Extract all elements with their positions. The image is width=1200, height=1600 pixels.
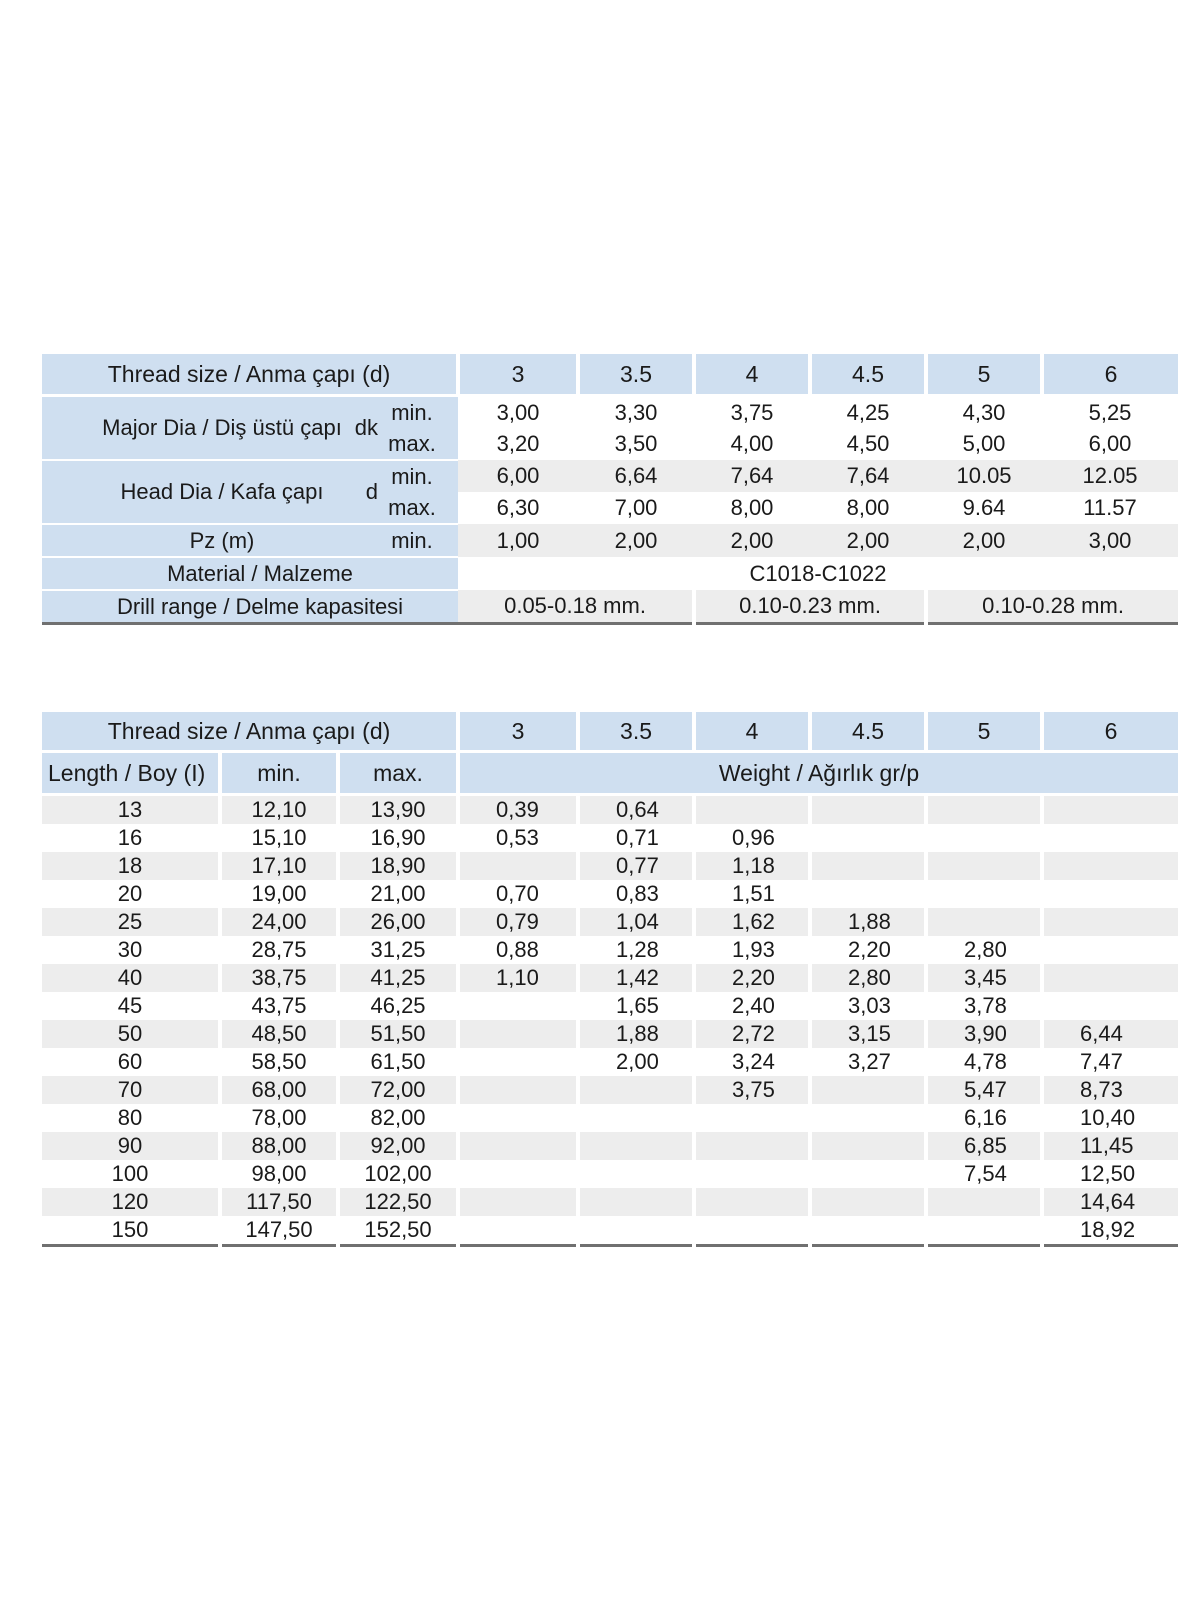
weight-value: [926, 824, 1042, 852]
weight-value: 2,80: [810, 964, 926, 992]
weight-value: [458, 1048, 578, 1076]
weight-size-header: 3: [458, 712, 578, 752]
weight-value: 3,75: [694, 1076, 810, 1104]
major-dia-label: Major Dia / Diş üstü çapı: [102, 415, 342, 440]
weight-value: [810, 1076, 926, 1104]
length-min-value: 58,50: [220, 1048, 338, 1076]
pz-value: 2,00: [926, 524, 1042, 557]
weight-value: 3,78: [926, 992, 1042, 1020]
length-value: 50: [42, 1020, 220, 1048]
length-min-value: 17,10: [220, 852, 338, 880]
spec-size-header: 4: [694, 354, 810, 396]
weight-value: 1,88: [810, 908, 926, 936]
weight-value: [578, 1160, 694, 1188]
weight-value: [694, 1104, 810, 1132]
table-row: [42, 964, 1178, 992]
weight-label: Weight / Ağırlık gr/p: [458, 752, 1178, 795]
spec-size-header: 4.5: [810, 354, 926, 396]
major-dia-max-value: 4,00: [730, 431, 774, 456]
major-dia-min-row: [42, 396, 1178, 429]
table-row: [42, 1132, 1178, 1160]
material-value: C1018-C1022: [749, 560, 887, 586]
weight-value: 3,45: [926, 964, 1042, 992]
weight-value: [926, 1216, 1042, 1246]
weight-value: [578, 1216, 694, 1246]
length-value: 25: [42, 908, 220, 936]
pz-label: Pz (m): [42, 524, 382, 557]
weight-value: 2,20: [694, 964, 810, 992]
head-dia-label-cell: [42, 460, 382, 524]
weight-value: [810, 824, 926, 852]
weight-value: 0,83: [578, 880, 694, 908]
weight-value: 6,16: [926, 1104, 1042, 1132]
length-value: 120: [42, 1188, 220, 1216]
weight-value: [926, 880, 1042, 908]
drill-range-value: 0.10-0.28 mm.: [926, 590, 1178, 624]
weight-size-header: 6: [1042, 712, 1178, 752]
major-dia-min-value: 3,75: [730, 399, 774, 425]
weight-value: 3,03: [810, 992, 926, 1020]
weight-value: 1,18: [694, 852, 810, 880]
weight-value: 0,71: [578, 824, 694, 852]
length-max-value: 26,00: [338, 908, 458, 936]
material-row: [42, 557, 1178, 590]
length-value: 80: [117, 1105, 143, 1130]
weight-value: 1,62: [694, 908, 810, 936]
length-value: 13: [42, 795, 220, 825]
table-row: [42, 1216, 1178, 1246]
weight-value: [810, 1104, 926, 1132]
head-dia-max-value: 9.64: [962, 495, 1006, 520]
min-label: min.: [382, 460, 458, 492]
table-row: [42, 992, 1178, 1020]
weight-value: [810, 1132, 926, 1160]
weight-value: [926, 1188, 1042, 1216]
weight-size-header: 4.5: [810, 712, 926, 752]
head-dia-min-value: 6,00: [458, 460, 578, 492]
length-value: 16: [117, 825, 143, 850]
major-dia-max-value: 3,50: [614, 431, 658, 456]
pz-row: [42, 524, 1178, 557]
weight-value: [458, 1188, 578, 1216]
major-dia-max-value: 6,00: [1088, 431, 1132, 456]
weight-value: [694, 1188, 810, 1216]
head-dia-symbol: d: [365, 479, 378, 504]
min-label: min.: [382, 396, 458, 429]
weight-value: 3,15: [810, 1020, 926, 1048]
weight-value: [458, 1020, 578, 1048]
head-dia-max-value: 7,00: [614, 495, 658, 520]
weight-size-header: 5: [926, 712, 1042, 752]
head-dia-max-value: 8,00: [846, 495, 890, 520]
head-dia-max-value: 6,30: [496, 495, 540, 520]
length-min-value: 28,75: [220, 936, 338, 964]
weight-value: 1,10: [458, 964, 578, 992]
length-value: 90: [42, 1132, 220, 1160]
major-dia-min-value: 5,25: [1088, 399, 1132, 425]
weight-value: [810, 1188, 926, 1216]
length-max-label: max.: [338, 752, 458, 795]
major-dia-max-value: 4,50: [846, 431, 890, 456]
table-row: [42, 908, 1178, 936]
length-min-value: 19,00: [220, 880, 338, 908]
table-row: [42, 824, 1178, 852]
weight-value: 6,85: [926, 1132, 1042, 1160]
weight-value: 0,53: [458, 824, 578, 852]
weight-value: 0,70: [458, 880, 578, 908]
weight-value: [458, 1160, 578, 1188]
pz-value: 2,00: [810, 524, 926, 557]
drill-range-value: 0.05-0.18 mm.: [458, 590, 694, 624]
head-dia-max-value: 8,00: [730, 495, 774, 520]
length-max-value: 31,25: [338, 936, 458, 964]
weight-value: [458, 992, 578, 1020]
length-min-value: 48,50: [220, 1020, 338, 1048]
table-row: [42, 1188, 1178, 1216]
head-dia-min-value: 7,64: [810, 460, 926, 492]
length-max-value: 82,00: [338, 1104, 458, 1132]
weight-value: [458, 1216, 578, 1246]
material-label: Material / Malzeme: [42, 557, 458, 590]
major-dia-label-cell: [42, 396, 382, 461]
length-value: 20: [117, 881, 143, 906]
weight-value: [1042, 964, 1178, 992]
head-dia-min-value: 12.05: [1042, 460, 1178, 492]
weight-value: 1,42: [578, 964, 694, 992]
table-row: [42, 852, 1178, 880]
weight-header-row: [42, 712, 1178, 752]
weight-value: 2,40: [694, 992, 810, 1020]
table-row: [42, 1160, 1178, 1188]
weight-value: [1042, 936, 1178, 964]
length-min-value: 43,75: [220, 992, 338, 1020]
table-row: [42, 936, 1178, 964]
table-row: [42, 1048, 1178, 1076]
weight-value: 2,80: [926, 936, 1042, 964]
length-min-value: 147,50: [220, 1216, 338, 1246]
weight-value: 6,44: [1042, 1020, 1178, 1048]
weight-value: [458, 1104, 578, 1132]
weight-value: 5,47: [926, 1076, 1042, 1104]
pz-value: 2,00: [578, 524, 694, 557]
spec-thread-size-label: Thread size / Anma çapı (d): [42, 354, 458, 396]
weight-value: 0,77: [578, 852, 694, 880]
drill-range-value: 0.10-0.23 mm.: [694, 590, 926, 624]
weight-value: 0,88: [458, 936, 578, 964]
length-min-value: 78,00: [220, 1104, 338, 1132]
weight-table: [42, 712, 1178, 1247]
weight-value: 10,40: [1042, 1104, 1178, 1132]
weight-size-header: 3.5: [578, 712, 694, 752]
weight-value: [810, 880, 926, 908]
weight-value: [810, 1216, 926, 1246]
length-min-value: 117,50: [220, 1188, 338, 1216]
major-dia-min-value: 4,25: [846, 399, 890, 425]
major-dia-min-value: 3,30: [614, 399, 658, 425]
weight-value: [578, 1132, 694, 1160]
length-max-value: 122,50: [338, 1188, 458, 1216]
head-dia-min-value: 10.05: [926, 460, 1042, 492]
weight-value: 0,64: [578, 795, 694, 825]
length-value: 60: [117, 1049, 143, 1074]
weight-value: 1,28: [578, 936, 694, 964]
length-max-value: 72,00: [338, 1076, 458, 1104]
spec-size-header: 6: [1042, 354, 1178, 396]
min-label: min.: [382, 524, 458, 557]
length-value: 45: [117, 993, 143, 1018]
weight-value: 1,93: [694, 936, 810, 964]
pz-value: 2,00: [694, 524, 810, 557]
weight-value: 2,20: [810, 936, 926, 964]
table-row: [42, 1076, 1178, 1104]
max-label: max.: [382, 428, 458, 460]
weight-value: 1,04: [578, 908, 694, 936]
spec-header-row: [42, 354, 1178, 396]
table-row: [42, 880, 1178, 908]
weight-value: 7,47: [1042, 1048, 1178, 1076]
weight-value: [578, 1188, 694, 1216]
length-max-value: 41,25: [338, 964, 458, 992]
drill-range-label: Drill range / Delme kapasitesi: [42, 590, 458, 624]
spec-size-header: 5: [926, 354, 1042, 396]
weight-value: [458, 1132, 578, 1160]
major-dia-max-value: 5,00: [962, 431, 1006, 456]
weight-value: 14,64: [1042, 1188, 1178, 1216]
weight-value: 2,72: [694, 1020, 810, 1048]
length-max-value: 46,25: [338, 992, 458, 1020]
weight-value: 0,96: [694, 824, 810, 852]
length-min-label: min.: [220, 752, 338, 795]
weight-subheader-row: [42, 752, 1178, 795]
spec-table: [42, 354, 1178, 625]
weight-value: 4,78: [926, 1048, 1042, 1076]
table-row: [42, 1104, 1178, 1132]
weight-value: 3,27: [810, 1048, 926, 1076]
major-dia-max-value: 3,20: [496, 431, 540, 456]
weight-value: [458, 1076, 578, 1104]
weight-value: [694, 1132, 810, 1160]
length-max-value: 21,00: [338, 880, 458, 908]
weight-value: [810, 852, 926, 880]
weight-value: [1042, 880, 1178, 908]
weight-value: 3,24: [694, 1048, 810, 1076]
length-min-value: 24,00: [220, 908, 338, 936]
table-row: [42, 795, 1178, 825]
length-max-value: 92,00: [338, 1132, 458, 1160]
weight-value: 0,39: [458, 795, 578, 825]
spec-size-header: 3: [458, 354, 578, 396]
length-max-value: 16,90: [338, 824, 458, 852]
length-max-value: 102,00: [338, 1160, 458, 1188]
length-min-value: 15,10: [220, 824, 338, 852]
weight-value: [926, 795, 1042, 825]
length-min-value: 68,00: [220, 1076, 338, 1104]
drill-range-row: [42, 590, 1178, 624]
weight-value: [1042, 824, 1178, 852]
weight-value: 0,79: [458, 908, 578, 936]
length-max-value: 61,50: [338, 1048, 458, 1076]
pz-value: 1,00: [458, 524, 578, 557]
major-dia-symbol: dk: [354, 415, 378, 440]
length-max-value: 18,90: [338, 852, 458, 880]
weight-rows: [42, 795, 1178, 1246]
weight-value: [694, 795, 810, 825]
max-label: max.: [382, 492, 458, 524]
weight-value: [1042, 852, 1178, 880]
weight-value: 11,45: [1042, 1132, 1178, 1160]
weight-value: 12,50: [1042, 1160, 1178, 1188]
length-value: 30: [117, 937, 143, 962]
weight-thread-size-label: Thread size / Anma çapı (d): [42, 712, 458, 752]
length-value: 70: [42, 1076, 220, 1104]
weight-value: 8,73: [1042, 1076, 1178, 1104]
length-value: 18: [42, 852, 220, 880]
weight-value: 2,00: [578, 1048, 694, 1076]
length-value: 150: [111, 1217, 149, 1242]
head-dia-label: Head Dia / Kafa çapı: [120, 479, 324, 504]
table-row: [42, 1020, 1178, 1048]
length-max-value: 13,90: [338, 795, 458, 825]
spec-size-header: 3.5: [578, 354, 694, 396]
weight-value: [578, 1076, 694, 1104]
weight-value: [1042, 908, 1178, 936]
weight-value: [926, 852, 1042, 880]
length-value: 100: [111, 1161, 149, 1186]
weight-value: 1,65: [578, 992, 694, 1020]
weight-value: [926, 908, 1042, 936]
length-value: 40: [42, 964, 220, 992]
weight-value: [1042, 992, 1178, 1020]
weight-value: [1042, 795, 1178, 825]
weight-value: 1,51: [694, 880, 810, 908]
weight-size-header: 4: [694, 712, 810, 752]
length-label: Length / Boy (I): [42, 752, 220, 795]
head-dia-min-value: 7,64: [694, 460, 810, 492]
weight-value: 18,92: [1042, 1216, 1178, 1246]
weight-value: [694, 1160, 810, 1188]
weight-value: 7,54: [926, 1160, 1042, 1188]
weight-value: 1,88: [578, 1020, 694, 1048]
weight-value: 3,90: [926, 1020, 1042, 1048]
length-max-value: 51,50: [338, 1020, 458, 1048]
head-dia-min-value: 6,64: [578, 460, 694, 492]
weight-value: [810, 795, 926, 825]
length-min-value: 98,00: [220, 1160, 338, 1188]
weight-value: [810, 1160, 926, 1188]
pz-value: 3,00: [1042, 524, 1178, 557]
length-min-value: 38,75: [220, 964, 338, 992]
head-dia-min-row: [42, 460, 1178, 492]
head-dia-max-value: 11.57: [1083, 495, 1137, 520]
length-max-value: 152,50: [338, 1216, 458, 1246]
weight-value: [458, 852, 578, 880]
length-min-value: 88,00: [220, 1132, 338, 1160]
length-min-value: 12,10: [220, 795, 338, 825]
major-dia-min-value: 4,30: [962, 399, 1006, 425]
weight-value: [694, 1216, 810, 1246]
major-dia-min-value: 3,00: [496, 399, 540, 425]
weight-value: [578, 1104, 694, 1132]
